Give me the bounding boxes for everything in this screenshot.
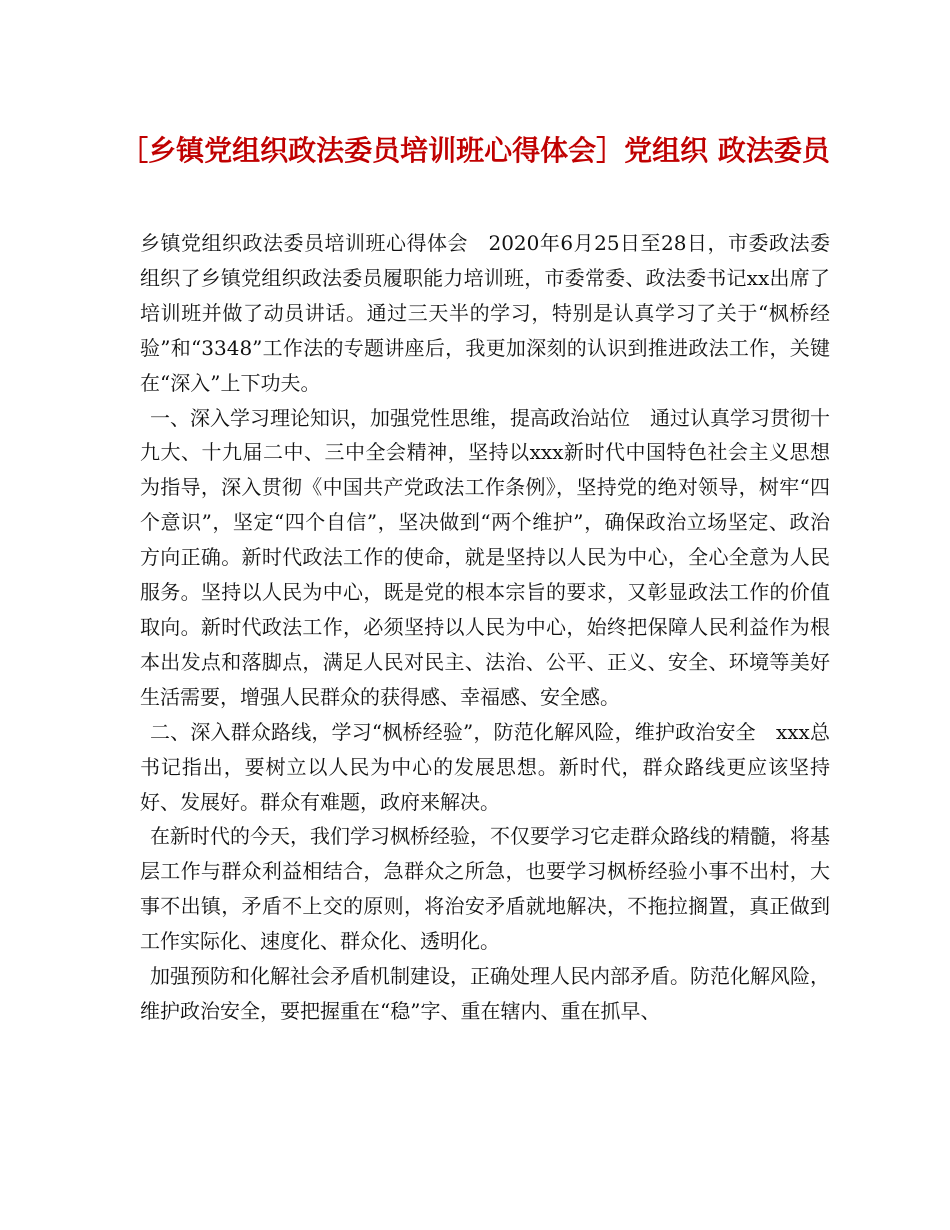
document-title: ［乡镇党组织政法委员培训班心得体会］党组织 政法委员	[120, 134, 830, 167]
paragraph-fengqiao: 在新时代的今天，我们学习枫桥经验，不仅要学习它走群众路线的精髓，将基层工作与群众利益相结合，急群众之所急，也要学习枫桥经验小事不出村，大事不出镇，矛盾不上交的原则，将治安矛盾就地解决，不拖拉搁置，真正做到工作实际化、速度化、群众化、透明化。	[140, 824, 830, 954]
document-body	[140, 226, 830, 1029]
paragraph-section-1: 一、深入学习理论知识，加强党性思维，提高政治站位 通过认真学习贯彻十九大、十九届二中、三中全会精神，坚持以xxx新时代中国特色社会主义思想为指导，深入贯彻《中国共产党政法工作条例》，坚持党的绝对领导，树牢“四个意识”，坚定“四个自信”，坚决做到“两个维护”，确保政治立场坚定、政治方向正确。新时代政法工作的使命，就是坚持以人民为中心，全心全意为人民服务。坚持以人民为中心，既是党的根本宗旨的要求，又彰显政法工作的价值取向。新时代政法工作，必须坚持以人民为中心，始终把保障人民利益作为根本出发点和落脚点，满足人民对民主、法治、公平、正义、安全、环境等美好生活需要，增强人民群众的获得感、幸福感、安全感。	[140, 405, 830, 709]
paragraph-prevention: 加强预防和化解社会矛盾机制建设，正确处理人民内部矛盾。防范化解风险，维护政治安全，要把握重在“稳”字、重在辖内、重在抓早、	[140, 964, 830, 1023]
paragraph-section-2: 二、深入群众路线，学习“枫桥经验”，防范化解风险，维护政治安全 xxx总书记指出，要树立以人民为中心的发展思想。新时代，群众路线更应该坚持好、发展好。群众有难题，政府来解决。	[140, 719, 830, 814]
paragraph-intro: 乡镇党组织政法委员培训班心得体会 2020年6月25日至28日，市委政法委组织了乡镇党组织政法委员履职能力培训班，市委常委、政法委书记xx出席了培训班并做了动员讲话。通过三天半的学习，特别是认真学习了关于“枫桥经验”和“3348”工作法的专题讲座后，我更加深刻的认识到推进政法工作，关键在“深入”上下功夫。	[140, 231, 830, 395]
